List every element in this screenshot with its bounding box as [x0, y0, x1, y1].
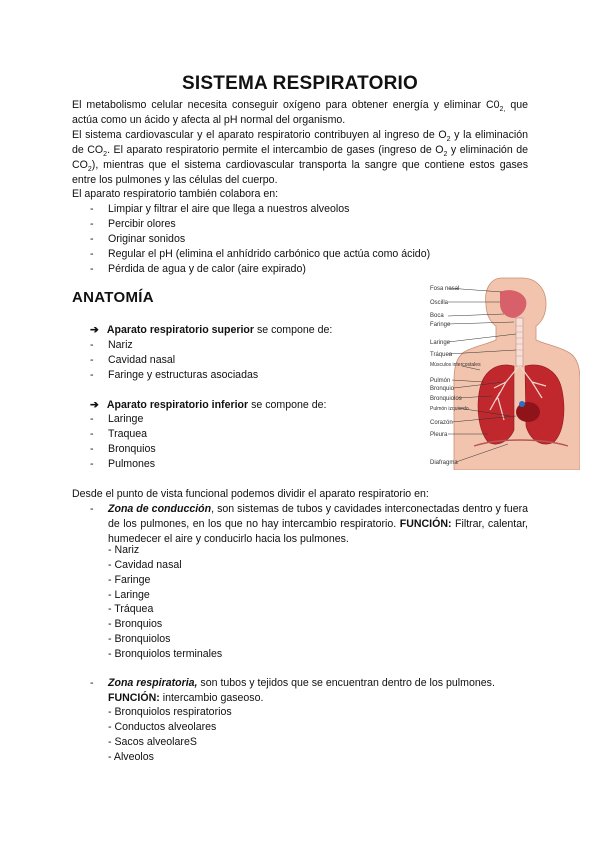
intro-p1-sub: 2, — [499, 106, 506, 114]
list-item: - Sacos alveolareS — [108, 736, 197, 748]
upper-bold: Aparato respiratorio superior — [106, 324, 255, 336]
list-item-text: Laringe — [108, 413, 144, 425]
lower-respiratory-heading — [90, 398, 326, 413]
list-item: - Bronquios — [108, 618, 163, 630]
intro-p1-text: El metabolismo celular necesita conseguir oxígeno para obtener energía y eliminar C0 — [72, 99, 500, 111]
intro-p1-end: que actúa como un ácido y afecta al pH normal del organismo. — [72, 99, 528, 126]
list-item: - Pérdida de agua y de calor (aire expirado) — [90, 263, 306, 275]
respiratory-function — [108, 691, 263, 706]
list-item: - Alveolos — [108, 751, 154, 763]
list-item-text: Pulmones — [108, 458, 156, 470]
conduction-title: Zona de conducción — [108, 503, 212, 515]
list-item: - Traquea — [90, 428, 148, 440]
list-item: - Regular el pH (elimina el anhídrido carbónico que actúa como ácido) — [90, 248, 431, 260]
intro-paragraph-3: El aparato respiratorio también colabora en: — [72, 188, 279, 200]
list-item: - Bronquios — [90, 443, 156, 455]
list-item-text: Cavidad nasal — [108, 354, 176, 366]
respiratory-func-text: intercambio gaseoso. — [159, 692, 264, 704]
list-item-text: Nariz — [108, 339, 133, 351]
vessel — [519, 401, 525, 407]
trachea — [516, 318, 523, 366]
figure-label: Corazón — [430, 420, 453, 426]
list-item: - Nariz — [108, 544, 140, 556]
intro-p2-a: El sistema cardiovascular y el aparato respiratorio contribuyen al ingreso de O — [72, 129, 447, 141]
respiratory-text: son tubos y tejidos que se encuentran dentro de los pulmones. — [197, 677, 495, 689]
intro-p2-d: y eliminación de CO — [72, 144, 528, 171]
list-item: - Conductos alveolares — [108, 721, 217, 733]
list-item: - Limpiar y filtrar el aire que llega a nuestros alveolos — [90, 203, 350, 215]
sub: 2 — [443, 151, 448, 159]
figure-label: Bronquiolos — [430, 396, 462, 402]
lower-bold: Aparato respiratorio inferior — [106, 399, 249, 411]
figure-label: Laringe — [430, 340, 451, 346]
figure-label: Oscilla — [430, 300, 449, 306]
figure-label: Músculos intercostales — [430, 362, 481, 368]
intro-p2-c: . El aparato respiratorio permite el intercambio de gases (ingreso de O — [107, 144, 444, 156]
figure-label: Pulmón — [430, 378, 451, 384]
respiratory-system-figure — [418, 270, 580, 470]
figure-label: Pulmón izquierdo — [430, 406, 469, 412]
intro-paragraph-1 — [72, 98, 528, 128]
figure-label: Boca — [430, 313, 444, 319]
list-item-text: Pérdida de agua y de calor (aire expirado) — [108, 263, 306, 275]
list-item: - Bronquiolos terminales — [108, 648, 223, 660]
list-item: - Cavidad nasal — [108, 559, 182, 571]
conduction-func-text: Filtrar, calentar, humedecer el aire y conducirlo hacia los pulmones. — [108, 518, 528, 545]
functional-intro: Desde el punto de vista funcional podemos dividir el aparato respiratorio en: — [72, 488, 429, 500]
sub: 2 — [103, 151, 108, 159]
arrow-right-icon: ➔ — [90, 399, 99, 411]
figure-label: Pleura — [430, 432, 448, 438]
figure-label: Bronquio — [430, 386, 455, 392]
list-item: - Bronquiolos — [108, 633, 171, 645]
list-item: - Percibir olores — [90, 218, 176, 230]
intro-p2-e: ), mientras que el sistema cardiovascular transporta la sangre que contiene estos gases entre los pulmones y las células del cuerpo. — [72, 159, 528, 186]
conduction-zone-paragraph — [108, 502, 528, 547]
upper-respiratory-heading — [90, 323, 332, 338]
conduction-text: , son sistemas de tubos y cavidades interconectadas dentro y fuera de los pulmones, en los que no hay intercambio respiratorio. — [108, 503, 529, 530]
list-item: - Faringe — [108, 574, 151, 586]
list-item: - Pulmones — [90, 458, 156, 470]
upper-rest: se compone de: — [254, 324, 333, 336]
list-item-text: Traquea — [108, 428, 148, 440]
list-item: - Nariz — [90, 339, 133, 351]
list-item: - Laringe — [108, 589, 150, 601]
figure-label: Tráquea — [430, 352, 453, 358]
dash: - — [90, 503, 94, 515]
list-item-text: Bronquios — [108, 443, 156, 455]
page-title: SISTEMA RESPIRATORIO — [182, 73, 418, 94]
dash: - — [90, 677, 94, 689]
respiratory-zone-paragraph — [108, 676, 528, 691]
sub: 2 — [87, 166, 92, 174]
conduction-func-label: FUNCIÓN: — [399, 518, 452, 530]
sub: 2 — [446, 136, 451, 144]
list-item: - Originar sonidos — [90, 233, 186, 245]
list-item: - Laringe — [90, 413, 144, 425]
figure-label: Fosa nasal — [430, 286, 460, 292]
intro-paragraph-2 — [72, 128, 528, 188]
arrow-right-icon: ➔ — [90, 324, 99, 336]
list-item-text: Faringe y estructuras asociadas — [108, 369, 259, 381]
respiratory-title: Zona respiratoria, — [108, 677, 198, 689]
list-item-text: Originar sonidos — [108, 233, 186, 245]
list-item: - Cavidad nasal — [90, 354, 176, 366]
figure-label: Diafragma — [430, 460, 458, 466]
list-item-text: Percibir olores — [108, 218, 176, 230]
lower-rest: se compone de: — [248, 399, 327, 411]
list-item: - Tráquea — [108, 603, 154, 615]
section-heading-anatomy: ANATOMÍA — [72, 289, 154, 306]
respiratory-func-label: FUNCIÓN: — [108, 692, 160, 704]
list-item-text: Limpiar y filtrar el aire que llega a nuestros alveolos — [108, 203, 350, 215]
figure-label: Faringe — [430, 322, 451, 328]
list-item: - Bronquiolos respiratorios — [108, 706, 232, 718]
intro-p2-b: y la eliminación de CO — [72, 129, 528, 156]
list-item: - Faringe y estructuras asociadas — [90, 369, 259, 381]
list-item-text: Regular el pH (elimina el anhídrido carbónico que actúa como ácido) — [108, 248, 431, 260]
